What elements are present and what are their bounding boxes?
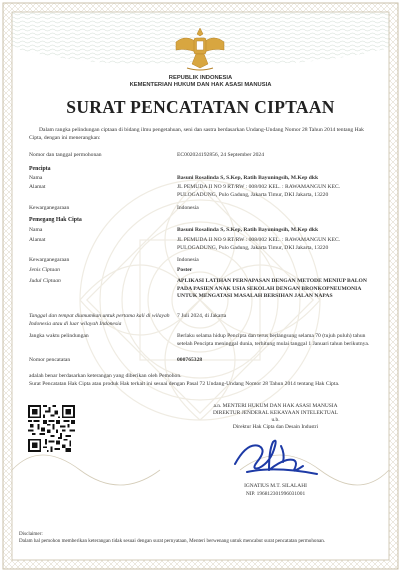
creator-name: Basuni Rosalinda S, S.Kep, Ratih Bayuningsih, M.Kep dkk: [177, 175, 319, 181]
work-title: APLIKASI LATIHAN PERNAPASAN DENGAN METODE MENIUP BALON PADA PASIEN ANAK USIA SEKOLAH DENGAN BRONKOPNEUMONIA UNTUK MENGATASI MASALAH BERSIHAN JALAN NAPAS: [177, 278, 367, 300]
signature-line-2: DIREKTUR JENDERAL KEKAYAAN INTELEKTUAL: [213, 410, 338, 416]
creator-nationality: Indonesia: [177, 205, 199, 211]
disclaimer-text: Dalam hal pemohon memberikan keterangan tidak sesuai dengan surat pernyataan, Menteri berwenang untuk mencabut surat pencatatan permohonan.: [19, 538, 326, 544]
signatory-name: IGNATIUS M.T. SILALAHI: [244, 483, 307, 489]
signature-line-3: u.b.: [271, 417, 280, 423]
creator-name-label: Nama: [29, 175, 43, 181]
holder-name-label: Nama: [29, 227, 43, 233]
creator-address-label: Alamat: [29, 184, 46, 190]
creator-heading: Pencipta: [29, 166, 51, 172]
signature-line-4: Direktur Hak Cipta dan Desain Industri: [232, 424, 319, 430]
signature-line-1: a.n. MENTERI HUKUM DAN HAK ASASI MANUSIA: [213, 403, 338, 409]
handwritten-signature-icon: [225, 432, 325, 484]
garuda-emblem-icon: [172, 24, 228, 74]
holder-nationality-label: Kewarganegaraan: [29, 257, 70, 263]
holder-name: Basuni Rosalinda S, S.Kep, Ratih Bayuningsih, M.Kep dkk: [177, 227, 319, 233]
document-title: SURAT PENCATATAN CIPTAAN: [66, 97, 335, 117]
holder-address: JL PEMUDA II NO 9 RT/RW : 008/002 KEL. : RAWAMANGUN KEC. PULOGADUNG, Pulo Gadung, Jakarta Timur, DKI Jakarta, 13220: [177, 237, 341, 251]
record-label: Nomor pencatatan: [29, 357, 71, 363]
record-value: 000765328: [177, 357, 203, 363]
application-value: EC002024192856, 24 September 2024: [177, 152, 265, 158]
holder-heading: Pemegang Hak Cipta: [29, 217, 82, 223]
announce-label: Tanggal dan tempat diumumkan untuk pertama kali di wilayah Indonesia atau di luar wilayah Indonesia: [29, 313, 170, 327]
holder-address-label: Alamat: [29, 237, 46, 243]
period-label: Jangka waktu pelindungan: [29, 333, 89, 339]
closing-line-2: Surat Pencatatan Hak Cipta atau produk Hak terkait ini sesuai dengan Pasal 72 Undang-Undang Nomor 28 Tahun 2014 tentang Hak Cipta.: [29, 381, 340, 387]
work-type: Poster: [177, 267, 193, 273]
intro-paragraph: Dalam rangka pelindungan ciptaan di bidang ilmu pengetahuan, seni dan sastra berdasarkan Undang-Undang Nomor 28 Tahun 2014 tentang Hak Cipta, dengan ini menerangkan:: [29, 127, 364, 141]
closing-line-1: adalah benar berdasarkan keterangan yang diberikan oleh Pemohon.: [29, 373, 182, 379]
qr-code-icon: [28, 405, 75, 452]
work-title-label: Judul Ciptaan: [29, 278, 61, 284]
disclaimer-heading: Disclaimer:: [19, 531, 43, 537]
announce-value: 7 Juli 2024, di Jakarta: [177, 313, 227, 319]
creator-address: JL PEMUDA II NO 9 RT/RW : 008/002 KEL. : RAWAMANGUN KEC. PULOGADUNG, Pulo Gadung, Jakarta Timur, DKI Jakarta, 13220: [177, 184, 341, 198]
work-type-label: Jenis Ciptaan: [29, 267, 60, 273]
application-label: Nomor dan tanggal permohonan: [29, 152, 102, 158]
creator-nationality-label: Kewarganegaraan: [29, 205, 70, 211]
ministry-name: KEMENTERIAN HUKUM DAN HAK ASASI MANUSIA: [129, 82, 272, 88]
period-value: Berlaku selama hidup Pencipta dan terus berlangsung selama 70 (tujuh puluh) tahun setelah Pencipta meninggal dunia, terhitung mulai tanggal 1 Januari tahun berikutnya.: [177, 333, 370, 347]
holder-nationality: Indonesia: [177, 257, 199, 263]
signatory-nip: NIP. 196812301996031001: [245, 491, 306, 497]
country-name: REPUBLIK INDONESIA: [168, 75, 233, 81]
